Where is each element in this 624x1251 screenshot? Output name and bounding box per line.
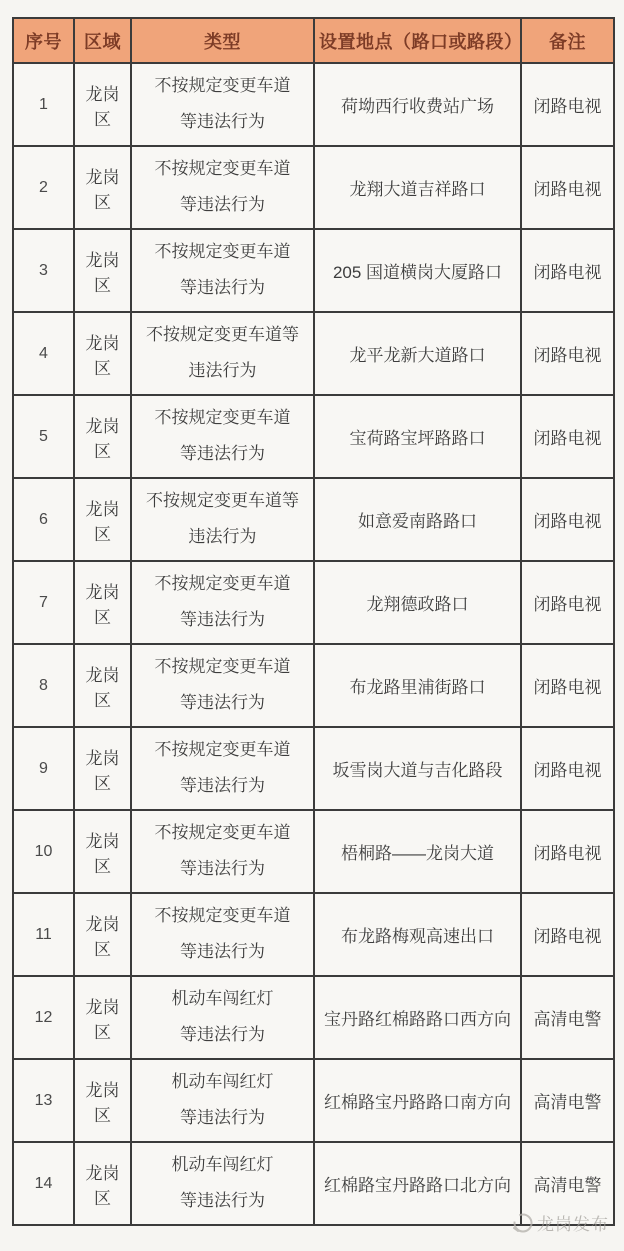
cell-type: [131, 478, 314, 561]
table-row: [13, 63, 614, 146]
cell-remark: 闭路电视: [521, 727, 614, 810]
cell-serial: 6: [13, 478, 74, 561]
cell-type: [131, 312, 314, 395]
cell-serial: 3: [13, 229, 74, 312]
header-cell-remark: 备注: [521, 18, 614, 63]
cell-area: 龙岗区: [74, 561, 131, 644]
cell-area: 龙岗区: [74, 727, 131, 810]
type-line-2: 等违法行为: [180, 1025, 265, 1044]
cell-type: [131, 63, 314, 146]
cell-area: 龙岗区: [74, 63, 131, 146]
camera-location-table-sheet: [12, 17, 613, 1226]
type-line-1: 机动车闯红灯: [171, 1072, 274, 1092]
cell-type: [131, 727, 314, 810]
cell-location: 宝丹路红棉路路口西方向: [314, 976, 521, 1059]
cell-type: [131, 561, 314, 644]
cell-type: [131, 395, 314, 478]
type-line-2: 等违法行为: [180, 610, 265, 629]
table-row: [13, 893, 614, 976]
cell-remark: 高清电警: [521, 976, 614, 1059]
type-line-1: 机动车闯红灯: [171, 1155, 274, 1175]
cell-remark: 闭路电视: [521, 229, 614, 312]
type-line-1: 不按规定变更车道等: [146, 325, 299, 345]
table-row: [13, 395, 614, 478]
cell-serial: 14: [13, 1142, 74, 1225]
cell-serial: 12: [13, 976, 74, 1059]
type-line-1: 不按规定变更车道: [154, 823, 291, 843]
cell-type: [131, 893, 314, 976]
cell-serial: 10: [13, 810, 74, 893]
cell-area: 龙岗区: [74, 1059, 131, 1142]
cell-area: 龙岗区: [74, 644, 131, 727]
cell-type: [131, 976, 314, 1059]
type-line-2: 等违法行为: [180, 693, 265, 712]
cell-area: 龙岗区: [74, 395, 131, 478]
type-line-1: 不按规定变更车道: [154, 408, 291, 428]
cell-serial: 11: [13, 893, 74, 976]
cell-remark: 闭路电视: [521, 810, 614, 893]
type-line-2: 等违法行为: [180, 195, 265, 214]
header-cell-area: 区域: [74, 18, 131, 63]
table-row: [13, 644, 614, 727]
cell-remark: 闭路电视: [521, 561, 614, 644]
type-line-1: 不按规定变更车道: [154, 76, 291, 96]
type-line-1: 机动车闯红灯: [171, 989, 274, 1009]
type-line-2: 违法行为: [188, 361, 257, 380]
cell-location: 坂雪岗大道与吉化路段: [314, 727, 521, 810]
cell-type: [131, 810, 314, 893]
type-line-1: 不按规定变更车道: [154, 574, 291, 594]
watermark-text: 龙岗发布: [537, 1215, 609, 1234]
cell-type: [131, 644, 314, 727]
cell-remark: 闭路电视: [521, 395, 614, 478]
type-line-1: 不按规定变更车道: [154, 657, 291, 677]
type-line-1: 不按规定变更车道等: [146, 491, 299, 511]
cell-serial: 9: [13, 727, 74, 810]
table-row: [13, 312, 614, 395]
cell-remark: 闭路电视: [521, 63, 614, 146]
cell-remark: 闭路电视: [521, 644, 614, 727]
cell-area: 龙岗区: [74, 229, 131, 312]
cell-area: 龙岗区: [74, 478, 131, 561]
cell-location: 如意爱南路路口: [314, 478, 521, 561]
cell-type: [131, 1142, 314, 1225]
cell-location: 红棉路宝丹路路口南方向: [314, 1059, 521, 1142]
cell-remark: 闭路电视: [521, 146, 614, 229]
cell-location: 红棉路宝丹路路口北方向: [314, 1142, 521, 1225]
cell-type: [131, 146, 314, 229]
cell-type: [131, 1059, 314, 1142]
cell-area: 龙岗区: [74, 312, 131, 395]
cell-type: [131, 229, 314, 312]
type-line-2: 等违法行为: [180, 278, 265, 297]
cell-location: 205 国道横岗大厦路口: [314, 229, 521, 312]
table-row: [13, 976, 614, 1059]
table-row: [13, 810, 614, 893]
cell-remark: 高清电警: [521, 1142, 614, 1225]
type-line-1: 不按规定变更车道: [154, 740, 291, 760]
type-line-2: 等违法行为: [180, 1191, 265, 1210]
cell-remark: 闭路电视: [521, 312, 614, 395]
cell-remark: 高清电警: [521, 1059, 614, 1142]
cell-remark: 闭路电视: [521, 893, 614, 976]
longgang-fabu-logo-icon: [512, 1212, 534, 1234]
cell-location: 龙平龙新大道路口: [314, 312, 521, 395]
cell-serial: 5: [13, 395, 74, 478]
table-row: [13, 478, 614, 561]
header-cell-serial: 序号: [13, 18, 74, 63]
table-row: [13, 229, 614, 312]
cell-location: 龙翔德政路口: [314, 561, 521, 644]
table-row: [13, 1059, 614, 1142]
cell-location: 宝荷路宝坪路路口: [314, 395, 521, 478]
cell-serial: 7: [13, 561, 74, 644]
table-body: [13, 63, 614, 1225]
cell-location: 梧桐路——龙岗大道: [314, 810, 521, 893]
type-line-2: 等违法行为: [180, 1108, 265, 1127]
cell-area: 龙岗区: [74, 810, 131, 893]
camera-location-table: [12, 17, 615, 1226]
cell-location: 布龙路里浦街路口: [314, 644, 521, 727]
cell-area: 龙岗区: [74, 146, 131, 229]
type-line-2: 等违法行为: [180, 112, 265, 131]
type-line-1: 不按规定变更车道: [154, 906, 291, 926]
watermark: [512, 1210, 609, 1235]
cell-area: 龙岗区: [74, 976, 131, 1059]
cell-location: 龙翔大道吉祥路口: [314, 146, 521, 229]
cell-location: 布龙路梅观高速出口: [314, 893, 521, 976]
table-row: [13, 727, 614, 810]
type-line-1: 不按规定变更车道: [154, 242, 291, 262]
header-cell-location: 设置地点（路口或路段）: [314, 18, 521, 63]
header-cell-type: 类型: [131, 18, 314, 63]
table-row: [13, 146, 614, 229]
cell-serial: 13: [13, 1059, 74, 1142]
cell-serial: 8: [13, 644, 74, 727]
type-line-2: 等违法行为: [180, 942, 265, 961]
header-row: [13, 18, 614, 63]
cell-remark: 闭路电视: [521, 478, 614, 561]
cell-area: 龙岗区: [74, 1142, 131, 1225]
type-line-2: 等违法行为: [180, 776, 265, 795]
cell-serial: 4: [13, 312, 74, 395]
cell-area: 龙岗区: [74, 893, 131, 976]
cell-location: 荷坳西行收费站广场: [314, 63, 521, 146]
table-row: [13, 561, 614, 644]
type-line-1: 不按规定变更车道: [154, 159, 291, 179]
type-line-2: 等违法行为: [180, 444, 265, 463]
type-line-2: 违法行为: [188, 527, 257, 546]
cell-serial: 2: [13, 146, 74, 229]
cell-serial: 1: [13, 63, 74, 146]
type-line-2: 等违法行为: [180, 859, 265, 878]
